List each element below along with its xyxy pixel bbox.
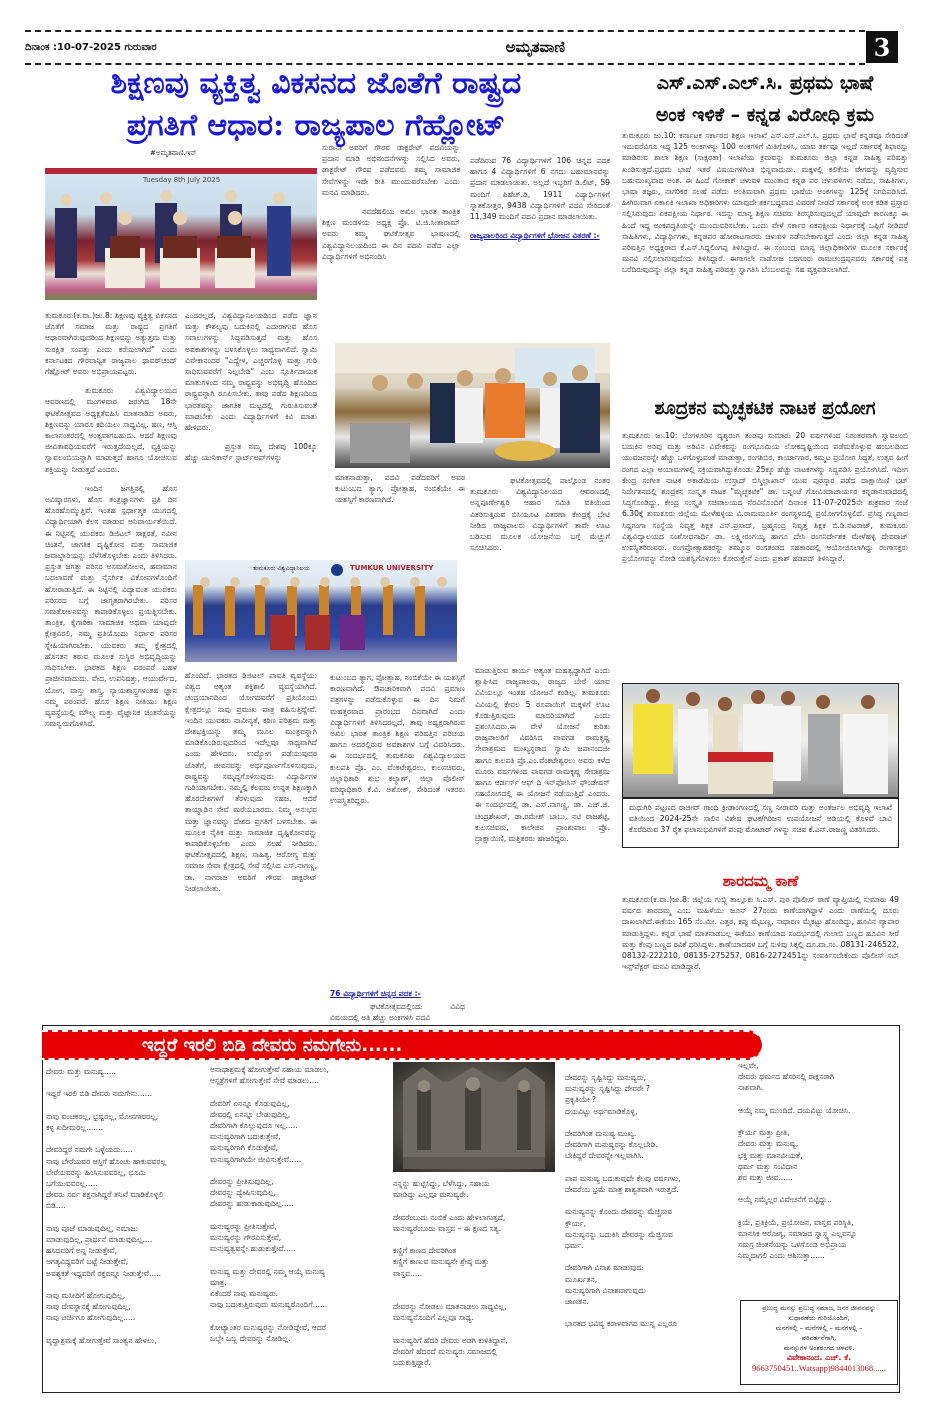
missing-body-text: ತುಮಕೂರು(ಕ.ವಾ.)ಜು.8: ಜಿಲ್ಲೆಯ ಗುಬ್ಬಿ ತಾಲ್ಲೂಕು ಸಿ.ಎಸ್. ಪುರ ಪೊಲೀಸ್ ಠಾಣೆ ವ್ಯಾಪ್ತಿಯಲ್ಲಿ ಸುಮಾರು 49 ವರ್ಷದ ಶಾರದಮ್ಮ ಎಂಬ ಮಹಿಳೆಯು ಜೂನ್ 27ರಂದು ಕಾಣೆಯಾಗಿದ್ದಾಳೆ ಎಂದು ಠಾಣೆಯಲ್ಲಿ ದೂರು ದಾಖಲಾಗಿದೆ.ಈಕೆಯು 165 ಸೆಂ.ಮೀ. ಎತ್ತರ, ಕಪ್ಪು ಮೈಬಣ್ಣ, ಸಾಧಾರಣ ಮೈಕಟ್ಟು ಹೊಂದಿದ್ದು, ಹೂವಿನ ವ್ಯಾಪಾರ ಮಾಡುತ್ತಿದ್ದಳು. ಕನ್ನಡ ಭಾಷೆ ಮಾತನಾಡಬಲ್ಲ ಈಕೆಯು ಕಾಣೆಯಾದ ಸಂದರ್ಭದಲ್ಲಿ ಗುಲಾಬಿ ಬಣ್ಣದ ಹೂವಿನ ಸೀರೆ ಮತ್ತು ಕೆಂಪು ಬಣ್ಣದ ರವಿಕೆ ಧರಿಸಿದ್ದಳು. ಕಾಣೆಯಾದವಳ ಬಗ್ಗೆ ಸುಳಿವು ಸಿಕ್ಕಲ್ಲಿ ದೂ.ವಾ.ಸಂ. 08131-246522, 08132-222210, 08135-275257, 0816-2272451ನ್ನು ಸಂಪರ್ಕಿಸಬೇಕೆಂದು ಪೊಲೀಸ್ ಸಬ್ ಇನ್ಸ್‌ಪೆಕ್ಟರ್ ಮನವಿ ಮಾಡಿದ್ದಾರೆ. [622,895,899,972]
lead-headline-line1: ಶಿಕ್ಷಣವು ವ್ಯಕ್ತಿತ್ವ ವಿಕಸನದ ಜೊತೆಗೆ ರಾಷ್ಟ್ರದ [110,66,522,101]
lead-col1-p2: ತುಮಕೂರು ವಿಶ್ವವಿದ್ಯಾಲಯದ ಆವರಣದಲ್ಲಿ ಮಂಗಳವಾರ ಜರುಗಿದ 18ನೇ ಘಟಿಕೋತ್ಸವದ ಅಧ್ಯಕ್ಷತೆವಹಿಸಿ ಮಾತನಾಡಿದ ಅವರು, ಶಿಕ್ಷಣವನ್ನು ಯಾರೂ ಕದಿಯಲು ಸಾಧ್ಯವಿಲ್ಲ. ಹಣ, ಆಸ್ತಿ ಕಾಲಾನಂತರದಲ್ಲಿ ಅಂತ್ಯವಾಗಬಹುದು. ಆದರೆ ಶಿಕ್ಷಣವು ಜೀವಿತಾವಧಿಯವರೆಗೆ ಇರುತ್ತದೆಯಲ್ಲದೆ, ವ್ಯಕ್ತಿಯನ್ನು ಸ್ವಾವಲಂಬಿಯನ್ನಾಗಿ ಮಾಡುತ್ತದೆ ಹಾಗೂ ಯೋಚಿಸುವ ಶಕ್ತಿಯನ್ನು ನೀಡುತ್ತದೆ ಎಂದರು. [45,386,177,474]
poem-column-3: ನನ್ನನ್ನು ಹುಟ್ಟಿಸಿದ್ದು, ಬೆಳೆಸಿದ್ದು, ಸಹಾಯ ಮಾಡಿದ್ದು ಎಲ್ಲವೂ ಮನುಷ್ಯರೇ. ದೇವರೆಂಬುದು ನಂಬಿಕೆ ಎಂದು ಹೇಳಲಾಗುತ್ತದೆ, ಮನುಷ್ಯರೆಂಬುದು ವಾಸ್ತವ – ಈ ಕ್ಷಣದ ಸತ್ಯ. ಕಣ್ಣಿಗೆ ಕಾಣದ ದೇವರಿಗಿಂತ ಕಣ್ಣಿಗೆ ಕಾಣುವ ಮನುಷ್ಯನೇ ಶ್ರೇಷ್ಠ ಮತ್ತು ವಾಸ್ತವ..... ದೇವರನ್ನು ನೋಡಲು ಮಾತನಾಡಲು ಸಾಧ್ಯವಿಲ್ಲ, ಮನುಷ್ಯನೊಂದಿಗೆ ಎಲ್ಲವೂ ಸಾಧ್ಯ. ಮನುಷ್ಯರಿಗೆ ಹೆದರಿ ದೇವರು ಅಡಗಿ ಕುಳಿತಿದ್ದಾನೆ, ದೇವರಿಗೆ ಹೆದರದೆ ಮನುಷ್ಯರು ಸಮಾಜದಲ್ಲಿ ಬದುಕುತ್ತಿದ್ದಾರೆ. [393,1179,508,1368]
poem-column-5: ಇಲ್ಲವೇ, ದೇವರು ಧರ್ಮದ ಹೆಸರಿನಲ್ಲಿ ರಾಕ್ಷಸರಾಗಿ ನಾಶವಾಗಿ. ಆಯ್ಕೆ ನಮ್ಮ ಮುಂದಿದೆ. ದಯವಿಟ್ಟು ಯೋಚಿಸಿ. ಕ್ರೌರ್ಯ ಮತ್ತು ಪ್ರೀತಿ, ದೇವರು ಮತ್ತು ಮನುಷ್ಯ, ಭಕ್ತಿ ಮತ್ತು ಮಾನವೀಯತೆ, ಧರ್ಮ ಮತ್ತು ಸಂವಿಧಾನ ಶವ ಮತ್ತು ಜೀವ...... ಆಯ್ಕೆ ನಮ್ಮೆಲ್ಲರ ವಿವೇಚನೆಗೆ ಬಿಟ್ಟಿದ್ದು.. ಕ್ರಿಯೆ, ಪ್ರತಿಕ್ರಿಯೆ, ಪ್ರಯೋಜನ, ವಾಸ್ತವ ಪರಿಸ್ಥಿತಿ, ಮಾನಸಿಕ ಆರೋಗ್ಯ, ಸಮಾಜದ ಸ್ವಾಸ್ಥ್ಯ ಎಲ್ಲವನ್ನೂ ಸಮಗ್ರ ಚಿಂತನೆಯನ್ನು ಒಳಗೊಂಡ ಅಭಿಪ್ರಾಯ ನಿಮ್ಮದಾಗಲಿ ಎಂದು ಆಶಿಸುತ್ತಾ...... [738,1061,857,1261]
sculpture-figures [393,1062,555,1172]
pump-photo-caption [622,798,899,848]
masthead-rule [25,63,865,65]
group-scene [185,560,457,662]
paper-name: ಅಮೃತವಾಣಿ [505,38,565,56]
university-name-english: TUMKUR UNIVERSITY [350,564,434,572]
lead-col1-p1: ತುಮಕೂರು(ಕ.ವಾ.)ಜು.8: ಶಿಕ್ಷಣವು ವ್ಯಕ್ತಿತ್ವ ವಿಕಸನದ ಜೊತೆಗೆ ಸಮಾಜ ಮತ್ತು ರಾಷ್ಟ್ರದ ಪ್ರಗತಿಗೆ ಆಧಾರವಾಗಿರುವುದರಿಂದ ಶಿಕ್ಷಣವನ್ನು ಅತ್ಯುತ್ತಮ ಮತ್ತು ಸುರಕ್ಷಿತ ಸಂಪತ್ತು ಎಂದು ಕರೆಯಲಾಗಿದೆ" ಎಂದು ಕರ್ನಾಟಕದ ಗೌರವಾನ್ವಿತ ರಾಜ್ಯಪಾಲ ಥಾವರ್‌ಚಂದ್ ಗೆಹ್ಲೋಟ್ ಅವರು ಅಭಿಪ್ರಾಯಪಟ್ಟರು. [45,311,177,377]
lead-column-3d [330,988,465,1024]
gold-medal-subhead: 76 ವಿದ್ಯಾರ್ಥಿಗಳಿಗೆ ಚಿನ್ನದ ಪದಕ :- [330,989,421,998]
lead-col3-p3: ಮಾತನಾಡುತ್ತಾ, ಪದವಿ ಪಡೆದವರಿಗೆ ಅವರ ಕುಟುಂಬದ ತ್ಯಾಗ, ಪ್ರೋತ್ಸಾಹ, ನಂಬಿಕೆಯೇ ಈ ಯಶಸ್ಸಿಗೆ ಕಾರಣವಾಗಿದೆ. [335,473,465,505]
meal-distribution-photo [335,343,610,468]
convocation-scene [45,168,317,300]
pump-distribution-photo [622,683,899,798]
lead-column-4c [475,665,610,1025]
lead-column-3b [335,472,465,552]
lead-col4-p3: ಮಾಡುತ್ತಿರುವ ಕಾರ್ಯ ಅತ್ಯಂತ ಮಹತ್ವದ್ದಾಗಿದೆ ಎಂದು ಶ್ಲಾಘಿಸಿದ ರಾಜ್ಯಪಾಲರು, ರಾಜ್ಯದ ಬೇರೆ ಯಾವ ವಿವಿಯಲ್ಲೂ ಇಂತಹ ಯೋಜನೆ ಕಂಡಿಲ್ಲ. ತುಮಕೂರು ವಿವಿಯಲ್ಲಿ ಕೇವಲ 5 ರೂಪಾಯಿಗೆ ಮಕ್ಕಳಿಗೆ ಊಟ ಕೊಡುತ್ತಿರುವುದು ಮಾದರಿಯಾಗಿದೆ ಎಂದು ಪ್ರಶಂಸಿಸಿದರು.ಈ ವೇಳೆ ಯೋಜನೆ ಕುರಿತು ರಾಜ್ಯಪಾಲರಿಗೆ ವಿವರಿಸಿದ ಪಾವಗಡ ರಾಮಕೃಷ್ಣ ಸೇವಾಶ್ರಮದ ಮುಖ್ಯಸ್ಥರಾದ ಸ್ವಾಮಿ ಜಪಾನಂದಜೀ ಹಾಗೂ ಕುಲಪತಿ ಪ್ರೊ.ಎಂ.ವೆಂಕಟೇಶ್ವರಲು ಅವರು ಕಳೆದ ಮೂರು ವರ್ಷಗಳಿಂದ ಪಾವಗಡ ರಾಮಕೃಷ್ಣ ಸೇವಾಶ್ರಮ ಹಾಗೂ ಆರ್ಡರ್ಸ್ ಆಫ್ ದಿ ಇನ್‌ಫೋಸಿಸ್ ಫೌಂಡೇಷನ್ ಸಹಯೋಗದಲ್ಲಿ ಈ ಯೋಜನೆ ನಡೆಯುತ್ತಿದೆ ಎಂದರು. ಈ ಸಂದರ್ಭದಲ್ಲಿ ಡಾ. ಎಸ್.ನಾಗಣ್ಣ, ಡಾ. ಎಚ್.ಜಿ. ಚಂದ್ರಶೇಖರ್, ಡಾ.ರಮೇಶ್ ಬಾಬು, ನಟಿ ರಾಜಶೆಟ್ಟಿ, ಕುಲಸಚಿವರು, ಕಾಲೇಜಿನ ಪ್ರಾಂಶುಪಾಲ ಪ್ರೊ. ದ್ರಾಕ್ಷಾಯಿಣಿ, ಮತ್ತಿತರರು ಹಾಜರಿದ್ದರು. [475,666,610,844]
university-name-kannada: ತುಮಕೂರು ವಿಶ್ವವಿದ್ಯಾನಿಲಯ [253,565,310,572]
tumkur-university-group-photo [185,560,457,662]
lead-col3-p2: ನವದೆಹಲಿಯ ಅಖಿಲ ಭಾರತ ತಾಂತ್ರಿಕ ಶಿಕ್ಷಣ ಮಂಡಳಿಯ ಅಧ್ಯಕ್ಷ ಪ್ರೊ. ಟಿ.ಜಿ.ಸೀತಾರಾಮ್ ಅವರು ತಮ್ಮ ಘಟಿಕೋತ್ಸವ ಭಾಷಣದಲ್ಲಿ ವಿಶ್ವವಿದ್ಯಾನಿಲಯದಿಂದ ಈ ದಿನ ಪದವಿ ಪಡೆದ ಎಲ್ಲಾ ವಿದ್ಯಾರ್ಥಿಗಳಿಗೆ ಅಭಿನಂದಿಸಿ [322,207,460,261]
lead-col4-p2: ಘಟಿಕೋತ್ಸವದಲ್ಲಿ ಪಾಲ್ಗೊಂಡ ನಂತರ ತುಮಕೂರು ವಿಶ್ವವಿದ್ಯಾನಿಲಯದ ಆವರಣದಲ್ಲಿ ಅನ್ನಪೂರ್ಣೇಶ್ವರಿ ಆಹಾರ ಸಮಿತಿ ವತಿಯಿಂದ ವಿತರಿಸುತ್ತಿರುವ ಬಿಸಿಯೂಟ ವಿತರಣಾ ಕೇಂದ್ರಕ್ಕೆ ಭೇಟಿ ನೀಡಿದ ರಾಜ್ಯಪಾಲರು ವಿದ್ಯಾರ್ಥಿಗಳಿಗೆ ತಾವೇ ಊಟ ಬಡಿಸುವ ಮೂಲಕ ಯೋಜನೆಯ ಬಗ್ಗೆ ಮೆಚ್ಚುಗೆ ಸೂಚಿಸಿದರು. [470,476,610,553]
convocation-photo [45,168,317,300]
drama-body-text: ತುಮಕೂರು ಜು.10: ಬೆಂಗಳೂರಿನ ದೃಶ್ಯರಂಗ ತಂಡವು ಸುಮಾರು 20 ವರ್ಷಗಳಿಂದ ನಿರಂತರವಾಗಿ ಸ್ವಾವಲಂಬಿ ಬದುಕಿನ ಅರಿವು ಮತ್ತು ಅರಿವಿನ ವಿವೇಕವನ್ನು ರಂಗಭೂಮಿಯ ಲೋಕದೃಷ್ಟಿಯಿಂದ ಪಡೆಮಕೊಳ್ಳುವ ಹಂಬಲದಿಂದ ಯುವಜನರನ್ನೇ ಹೆಚ್ಚು ಒಳಗೊಳ್ಳುವಂತೆ ಮಾಡುತ್ತಾ, ರಂಗಶಿಬಿರ, ಕಾರ್ಯಾಗಾರ, ಕಮ್ಮಟ ಪ್ರಯೋಗ ಸಿದ್ಧತೆ, ಉತ್ಸವ ಹೀಗೆ ರಂಗದ ಎಲ್ಲಾ ಆಯಾಮಗಳಲ್ಲಿ ಸಕ್ರಿಯವಾಗಿದ್ದುಕೊಂಡು 25ಕ್ಕೂ ಹೆಚ್ಚು ನಾಟಕಗಳನ್ನು ಸಿದ್ಧಪಡಿಸಿ ಪ್ರಯೋಗಿಸಿದೆ. ಇದೀಗ ಕೇಂದ್ರ ಸಂಗೀತ ನಾಟಕ ಅಕಾಡೆಮಿಯ ಉಸ್ತಾದ್ ಬಿಸ್ಮಿಲ್ಲಾಖಾನ್ ಯುವ ಪುರಸ್ಕಾರ ಪಡೆದ ದಾಕ್ಷಾಯಿಣಿ ಭಟ್ ನಿರ್ದೇಶನದಲ್ಲಿ ಶೂದ್ರಕನ ಸಂಸ್ಕೃತ ನಾಟಕ "ಮೃಚ್ಛಕಟಿಕ" ಡಾ. ಬನ್ನಂಜೆ ಗೋವಿಂದಾಚಾರ್ಯರ ಕನ್ನಡಾನುವಾದದಲ್ಲಿ ಸಿದ್ಧಗೊಂಡಿದ್ದು, ಕೇಂದ್ರ ಸಂಸ್ಕೃತಿ ಸಚಿವಾಲಯದ ನೆರವಿನೊಂದಿಗೆ ದಿನಾಂಕ 11-07-2025ನೇ ಶುಕ್ರವಾರ ಸಂಜೆ 6.30ಕ್ಕೆ ತುಮಕೂರು ಜಿಲ್ಲೆಯ ಮೇಳೆಹಳ್ಳಿಯ ವಿ.ರಾಮಮೂರ್ತಿ ರಂಗಸ್ಥಳದಲ್ಲಿ ಪ್ರಯೋಗಗೊಳ್ಳಲಿದೆ. ಪ್ರಸಿದ್ಧ ಗಣ್ಯರಾದ ಸಿದ್ದಗಂಗಾ ಸಂಸ್ಥೆಯ ನಿವೃತ್ತ ಶಿಕ್ಷಕ ಎಸ್.ಪ್ರಸಾದ್, ಬ್ರಹ್ಮಸಂದ್ರ ನಿವೃತ್ತ ಶಿಕ್ಷಕ ಬಿ.ಡಿ.ನಟರಾಜ್, ತುಮಕೂರು ವಿಶ್ವವಿದ್ಯಾಲಯದ ಸಂಶೋಧನಾರ್ಥಿ ಡಾ. ಲಕ್ಷ್ಮೀರಂಗಯ್ಯ ಹಾಗೂ ದೇಸಿ ರಂಗನಿರ್ದೇಶಕ ಮೇಳೆಹಳ್ಳಿ ದೇವರಾಜ್ ಉಪಸ್ಥಿತರಿರುವರು. ರಂಗಪ್ರೋತ್ಸಾಹಕರನ್ನು ತಮ್ಮೂರ ರಂಗತಂಡದ ಸಹಕಾರದಲ್ಲಿ ಆಯೋಜಿಸಲಾಗಿದ್ದು ರಂಗಾಸಕ್ತರು ಪ್ರಯೋಗವನ್ನು ನೋಡಿ ಯಶಸ್ವಿಗೊಳಿಸಲು ಕೋರುತ್ತೇನೆ ಎಂದು ಪ್ರಕಾಶ್ ಹಡಪದ್ ತಿಳಿಸಿದ್ದಾರೆ. [622,431,908,564]
sig-line-3: ಮನಗಳಲ್ಲಿ – ಮನೆಗಳಲ್ಲಿ – ಮನಗಳಲ್ಲಿ – [775,1324,863,1332]
lead-column-4b [470,475,610,660]
lead-col1-p3: ಇಂದಿನ ಜಗತ್ತಿನಲ್ಲಿ ಹೊಸ ಅವಿಷ್ಕಾರಗಳು, ಹೊಸ ತಂತ್ರಜ್ಞಾನಗಳು ಪ್ರತಿ ದಿನ ಹೊರಹೊಮ್ಮುತ್ತಿವೆ. ಇಂತಹ ಸ್ಪರ್ಧಾತ್ಮಕ ಯುಗದಲ್ಲಿ ವಿದ್ಯಾರ್ಥಿಯಾಗಿ ಕೆಲಸ ಮಾಡುವ ಅನಿವಾರ್ಯತೆಯಿದೆ. ಈ ನಿಟ್ಟಿನಲ್ಲಿ ಯುವಕರು ಡಿಜಿಟಲ್ ಸಾಕ್ಷರತೆ, ನವೀನ ಚಿಂತನೆ, ಜಾಗತಿಕ ದೃಷ್ಟಿಕೋನ ಮತ್ತು ಸಾಮಾಜಿಕ ಜವಾಬ್ದಾರಿಯನ್ನು ಬೆಳೆಸಿಕೊಳ್ಳಬೇಕು ಎಂದು ತಿಳಿಸಿದರು. ಪ್ರಸ್ತುತ ಜಗತ್ತು ಪರಿಸರ ಅಸಮತೋಲನ, ಹವಾಮಾನ ಬದಲಾವಣೆ ಮತ್ತು ನೈಸರ್ಗಿಕ ವಿಕೋಪಗಳೊಂದಿಗೆ ಹೋರಾಡುತ್ತಿದೆ. ಈ ನಿಟ್ಟಿನಲ್ಲಿ ವಿದ್ಯಾವಂತ ಯುವಕರು ಪರಿಸರದ ಬಗ್ಗೆ ಜಾಗೃತರಾಗಿರಬೇಕು. ಪರಿಸರ ಸಮತೋಲನವನ್ನು ಕಾಪಾಡಿಕೊಳ್ಳಲು ಪ್ರಯತ್ನಿಸಬೇಕು. ತಾಂತ್ರಿಕ, ಕೈಗಾರಿಕಾ ಸಾಮಾಜಿಕ ಅಥವಾ ಯಾವುದೇ ಕ್ಷೇತ್ರವಿರಲಿ, ನಮ್ಮ ಪ್ರತಿಯೊಂದು ನಿರ್ಧಾರ ಪರಿಸರ ಸ್ನೇಹಿಯಾಗಿರಬೇಕು. ಯುವಕರು ತಮ್ಮ ಕ್ಷೇತ್ರದಲ್ಲಿ ಹೊಸತನ ತರುವ ಮೂಲಕ ಸುಸ್ಥಿರ ಅಭಿವೃದ್ಧಿಯನ್ನು ಸಾಧಿಸಬೇಕು. ಭಾರತದ ಶಿಕ್ಷಣ ಪರಂಪರೆ ಬಹಳ ಪ್ರಾಚೀನವಾದುದು. ವೇದ, ಉಪನಿಷತ್ತು, ಆಯುರ್ವೇದ, ಯೋಗ, ವಾಸ್ತು ಶಾಸ್ತ್ರ, ನ್ಯಾಯಶಾಸ್ತ್ರಗಳಂತಹ ಜ್ಞಾನ ನಮ್ಮ ಪರಂಪರೆ. ಹೊಸ ಶಿಕ್ಷಣ ನೀತಿಯು ಶಿಕ್ಷಣ ವ್ಯವಸ್ಥೆಯಲ್ಲಿ ಮೌಲ್ಯ ಮತ್ತು ವೈಜ್ಞಾನಿಕ ಚಿಂತನೆಯನ್ನು ಸಮನ್ವಯಗೊಳಿಸಿದೆ. [45,483,177,729]
author-phone: 9663750451..Watsapp)9844013068...... [752,1363,886,1373]
photo-date-banner: Tuesday 8th July 2025 [143,176,221,184]
poem-column-4: ದೇವರನ್ನು ಸೃಷ್ಟಿಸಿದ್ದು ಮನುಷ್ಯರು, ಮನುಷ್ಯರನ್ನು ಸೃಷ್ಟಿಸಿದ್ದು ದೇವರೇ ? ಪ್ರಕೃತಿಯೇ ? ದಯವಿಟ್ಟು ಅರ್ಥಮಾಡಿಕೊಳ್ಳಿ, ದೇವರಿಗಿಂತ ಮನುಷ್ಯ ಮುಖ್ಯ. ದೇವರಿಗಾಗಿ ಮನುಷ್ಯರನ್ನು ಕೊಲ್ಲಬೇಡಿ. ಬೇಕಿದ್ದರೆ ದೇವರನ್ನೇ ಇಲ್ಲವಾಗಿಸಿ. ಪಾಪ ಮನುಷ್ಯ ಬದುಕುವುದೇ ಕೆಲವು ವರ್ಷಗಳು, ದೇವರೆಂಬ ಭ್ರಮೆ ಮಾತ್ರ ಶಾಶ್ವತವಾಗಿ ಇರುತ್ತದೆ. ಮನುಷ್ಯನನ್ನು ಕೊಂದು ದೇವರನ್ನು ಮೆಚ್ಚಿಸುವ ಕ್ರೌರ್ಯ, ಮನುಷ್ಯನನ್ನು ಬದುಕಿಸಿ ದೇವರನ್ನು ಮೆಚ್ಚಿಸುವ ಧರ್ಮ. ದೇವರಿಗಾಗಿ ವಿನಾಶ ಮಾಡುವುದು ಮೂರ್ಖತನ, ಮನುಷ್ಯರಿಗಾಗಿ ವಿನಾಶವಾಗುವುದು ಜಾಣತನ. ಭಾರತದ ಭವಿಷ್ಯ ಕರಾಳವಾಗದ ಮುನ್ನ ಎಲ್ಲರೂ [565,1073,681,1329]
lead-column-2 [185,310,317,555]
lead-col2-p1: ಎಂದರಲ್ಲದೆ, ವಿಶ್ವವಿದ್ಯಾನಿಲಯದಿಂದ ಪಡೆದ ಜ್ಞಾನ ಮತ್ತು ಕೌಶಲ್ಯವು ಬದುಕಿನಲ್ಲಿ ಎದುರಾಗುವ ಹೊಸ ಸವಾಲುಗಳನ್ನು ಸಿದ್ಧಪಡಿಸುತ್ತದೆ ಮತ್ತು ಹೊಸ ಅವಕಾಶಗಳನ್ನು ಬಳಸಿಕೊಳ್ಳಲು ಸಾಧ್ಯವಾಗಲಿದೆ. ಸ್ವಾಮಿ ವಿವೇಕಾನಂದರ "ಎದ್ದೇಳಿ, ಎಚ್ಚರಗೊಳ್ಳಿ ಮತ್ತು ಗುರಿ ಸಾಧಿಸುವವರೆಗೆ ನಿಲ್ಲಬೇಡಿ" ಎಂಬ ಸ್ಪೂರ್ತಿದಾಯಕ ಮಾತುಗಳಿಂದ ನಮ್ಮ ರಾಷ್ಟ್ರವನ್ನು ಅಭಿವೃದ್ಧಿ ಹೊಂದಿದ ರಾಷ್ಟ್ರವನ್ನಾಗಿ ರೂಪಿಸಬೇಕು. ತಾವು ಪಡೆದ ಶಿಕ್ಷಣದಿಂದ ಭಾರತವನ್ನು ಜಾಗತಿಕ ಮಟ್ಟದಲ್ಲಿ ಗುರುತಿಸುವಂತೆ ಮಾಡಬೇಕು ಎಂದು ವಿದ್ಯಾರ್ಥಿಗಳಿಗೆ ಕಿವಿ ಮಾತು ಹೇಳಿದರು. [185,311,317,433]
lead-column-3c [330,672,465,972]
lead-column-2b [185,670,317,1025]
drama-headline: ಶೂದ್ರಕನ ಮೃಚ್ಛಕಟಿಕ ನಾಟಕ ಪ್ರಯೋಗ [654,398,876,419]
sig-line-1: ಪ್ರಬುದ್ಧ ಮನಸ್ಸು ಪ್ರಬುದ್ಧ ಸಮಾಜ, ಜನರ ಜೀವನವನ್ನು [762,1304,876,1312]
lead-col3-p5: ಘಟಿಕೋತ್ಸವದಲ್ಲಿಂದು ವಿವಿಧ ವಿಷಯದಲ್ಲಿ ಅತಿ ಹೆಚ್ಚು ಅಂಕಗಳಿಸಿ ಪದವಿ [330,1002,465,1023]
hashtag: #ಅಮೃತವಾಣಿ.ಇನ್ [150,149,197,157]
university-logo-icon [331,564,343,576]
sig-line-4: ಪರಿವರ್ತನೆಗಾಗಿ, [801,1334,837,1342]
lead-col2-p3: ಹೊಂದಿದೆ. ಭಾರತದ ಡಿಜಿಟಲ್ ಪಾವತಿ ವ್ಯವಸ್ಥೆಯು ವಿಶ್ವದ ಅತ್ಯಂತ ಶಕ್ತಿಶಾಲಿ ವ್ಯವಸ್ಥೆಯಾಗಿದೆ. ಚಂದ್ರಯಾನದಿಂದ ಯೋಗದವರೆಗೆ ಪ್ರತಿಯೊಂದು ಕ್ಷೇತ್ರದಲ್ಲೂ ನಾವು ಪ್ರಮುಖ ಪಾತ್ರ ವಹಿಸುತ್ತಿದ್ದೇವೆ. ಇಂದಿನ ಯುವಕರು ನಾವೀನ್ಯತೆ, ಕಠಿಣ ಪರಿಶ್ರಮ ಮತ್ತು ದೇಶಭಕ್ತಿಯನ್ನು ತಮ್ಮ ಮೂಲ ಮಂತ್ರವನ್ನಾಗಿ ಮಾಡಿಕೊಂಡಿರುವುದರಿಂದ ಇದೆಲ್ಲವೂ ಸಾಧ್ಯವಾಗಿದೆ ಎಂದು ಹೇಳಿದರು. ಉದ್ಯೋಗ ಪಡೆಯುವುದರ ಜೊತೆಗೆ, ಜೀವನವನ್ನು ಅರ್ಥಪೂರ್ಣಗೊಳಿಸುವುದು, ರಾಷ್ಟ್ರವನ್ನು ಸಮೃದ್ಧಗೊಳಿಸುವುದು ವಿದ್ಯಾರ್ಥಿಗಳ ಗುರಿಯಾಗಬೇಕು. ನಮ್ಮಲ್ಲಿ ಕೆಲವರು ಉನ್ನತ ಶಿಕ್ಷಣಕ್ಕಾಗಿ ಹೊರದೇಶಗಳಿಗೆ ತೆರಳುವುದು ಸಹಜ. ಆದರೆ ತಾಯ್ನಾಡಿನ ಸೇವೆ ಮರೆಯಬಾರದು. ನಿಮ್ಮ ಅನುಭವ ಮತ್ತು ಜ್ಞಾನವನ್ನು ದೇಶದ ಪ್ರಗತಿಗೆ ಬಳಸಬೇಕು. ಈ ಮೂಲಕ ನೈತಿಕ ಮತ್ತು ಸಾಮಾಜಿಕ ದೃಷ್ಟಿಕೋನವನ್ನು ಕಾಪಾಡಿಕೊಳ್ಳಬೇಕು ಎಂದು ಸಲಹೆ ನೀಡಿದರು. ಘಟಿಕೋತ್ಸವದಲ್ಲಿ ಶಿಕ್ಷಣ, ಸಾಹಿತ್ಯ, ಆರೋಗ್ಯ ಮತ್ತು ಸಮಾಜ ಸೇವಾ ಕ್ಷೇತ್ರದಲ್ಲಿ ಸೇವೆ ಸಲ್ಲಿಸಿದ ಎಸ್.ನಾಗಣ್ಣ, ಡಾ. ನಾಗರಾಜ ಅವರಿಗೆ ಗೌರವ ಡಾಕ್ಟರೇಟ್ ನೀಡಲಾಯಿತು. [185,671,317,893]
meal-subhead: ರಾಜ್ಯಪಾಲರಿಂದ ವಿದ್ಯಾರ್ಥಿಗಳಿಗೆ ಭೋಜನ ವಿತರಣೆ :- [470,231,600,241]
deity-sculpture-photo [393,1062,555,1172]
pump-scene [623,684,899,798]
lead-col2-p2: ಪ್ರಸ್ತುತ ನಮ್ಮ ದೇಶವು 100ಕ್ಕೂ ಹೆಚ್ಚು ಯುನಿಕಾರ್ನ್ ಸ್ಟಾರ್ಟ್‌ಅಪ್‌ಗಳನ್ನು [185,442,317,463]
page-number: 3 [866,31,898,63]
poem-column-2: ಅನಾಥಾಶ್ರಮಕ್ಕೆ ಹೋಗುತ್ತೇವೆ ಸಹಾಯ ಮಾಡಲು, ಆಸ್ಪತ್ರೆಗಳಿಗೆ ಹೋಗುತ್ತೇವೆ ಸೇವೆ ಮಾಡಲು.... ದೇವರಿಗೆ ಏನನ್ನೂ ಕೊಡುವುದಿಲ್ಲ, ದೇವರಲ್ಲಿ ಏನನ್ನೂ ಬೇಡುವುದಿಲ್ಲ, ದೇವರಿಗಾಗಿ ಕೊಲ್ಲುವುದೂ ಇಲ್ಲ..... ಮನುಷ್ಯರಿಗಾಗಿ ಬದುಕುತ್ತೇವೆ, ಮನುಷ್ಯರಿಗಾಗಿ ಕೊಡುತ್ತೇವೆ, ಮನುಷ್ಯರಿಗಾಗಿಯೇ ಜೀವಿಸುತ್ತೇವೆ..... ದೇವರನ್ನು ಪ್ರೀತಿಸುವುದಿಲ್ಲ, ದೇವರನ್ನು ದ್ವೇಷಿಸುವುದಿಲ್ಲ, ದೇವರನ್ನು ಹುಡುಕಾಡುವುದಿಲ್ಲ..... ಮನುಷ್ಯರನ್ನು ಪ್ರೀತಿಸುತ್ತೇವೆ, ಮನುಷ್ಯರನ್ನು ಗೌರವಿಸುತ್ತೇವೆ, ಮನುಷ್ಯತ್ವವನ್ನೇ ಹುಡುಕುತ್ತೇವೆ..... ಮನುಷ್ಯ ಮತ್ತು ದೇವರಲ್ಲಿ ನಮ್ಮ ಆಯ್ಕೆ ಮನುಷ್ಯ ಮಾತ್ರ. ಏಕೆಂದರೆ ನಾವು ಮನುಷ್ಯರು. ನಾವು ಬದುಕುತ್ತಿರುವುದು ಮನುಷ್ಯರೊಂದಿಗೆ...... ಕೋಟ್ಯಾಂತರ ಮನುಷ್ಯರನ್ನು ನೋಡಿದ್ದೇವೆ, ಆದರೆ ಒಬ್ಬೇ ಒಬ್ಬ ದೇವರನ್ನು ನೋಡಿಲ್ಲ. [210,1065,329,1343]
missing-headline: ಶಾರದಮ್ಮ ಕಾಣೆ [722,872,799,890]
lead-col3-p1: ಸುರಾನಾ ಅವರಿಗೆ ಗೌರವ ಡಾಕ್ಟರೇಟ್ ಪದವಿಯನ್ನು ಪ್ರದಾನ ಮಾಡಿ ಅಭಿನಂದನೆಗಳನ್ನು ಸಲ್ಲಿಸಿದ ಅವರು, ಡಾಕ್ಟರೇಟ್ ಗೌರವ ಪಡೆದವರು ತಮ್ಮ ಸಾಮಾಜಿಕ ಸೇವೆಗಳನ್ನು ಇದೇ ರೀತಿ ಮುಂದುವರೆಸಬೇಕು ಎಂದು ಮನವಿ ಮಾಡಿದರು. [322,143,460,197]
poem-column-1: ದೇವರು ಮತ್ತು ಮನುಷ್ಯ..... ಇದ್ದರೆ ಇರಲಿ ಬಿಡಿ ದೇವರು ನಮಗೇನು...... ನಾವು ವಂಚಕರಲ್ಲ, ಭ್ರಷ್ಟರಲ್ಲ, ಮೋಸಗಾರರಲ್ಲ, ಕಳ್ಳ ಖದೀಮರಲ್ಲ....... ದೇವರಿದ್ದರೆ ನಮಗೇ ಒಳ್ಳೆಯದು..... ನಾವು ಬೇರೆಯವರ ಆಸ್ತಿಗೆ ಹೊಂಚು ಹಾಕುವವರಲ್ಲ ಬೇರೆಯವರನ್ನು ಹಿಂಸಿಸುವವರಲ್ಲ, ಭೂಮಿ ಬಗೆಯುವವರಲ್ಲ..... ದೇವರು ಸರ್ವ ಶಕ್ತನಾಗಿದ್ದರೆ ತನಿಖೆ ಮಾಡಿಕೊಳ್ಳಲಿ ಬಿಡಿ.... ನಾವು ಪೂಜೆ ಮಾಡುವುದಿಲ್ಲ, ನಮಾಜು ಮಾಡುವುದಿಲ್ಲ, ಪ್ರಾರ್ಥನೆ ಮಾಡುವುದಿಲ್ಲ.... ಹಸಿದವರಿಗೆ ಅನ್ನ ನೀಡುತ್ತೇವೆ, ಅಗತ್ಯವಿದ್ದವರಿಗೆ ಬಟ್ಟೆ ನೀಡುತ್ತೇವೆ, ಅವಶ್ಯಕತೆ ಇದ್ದವರಿಗೆ ರಕ್ತವನ್ನೂ ನೀಡುತ್ತೇವೆ..... ನಾವು ಮಸೀದಿಗೆ ಹೋಗುವುದಿಲ್ಲ, ನಾವು ದೇವಸ್ಥಾನಕ್ಕೆ ಹೋಗುವುದಿಲ್ಲ, ನಾವು ಚರ್ಚಿಗೂ ಹೋಗುವುದಿಲ್ಲ..... ವೃದ್ಧಾಶ್ರಮಕ್ಕೆ ಹೋಗುತ್ತೇವೆ ಸಾಂತ್ವನ ಹೇಳಲು, [46,1067,167,1345]
lead-col4-p1: ಪಡೆದಿರುವ 76 ವಿದ್ಯಾರ್ಥಿಗಳಿಗೆ 106 ಚಿನ್ನದ ಪದಕ ಹಾಗೂ 4 ವಿದ್ಯಾರ್ಥಿಗಳಿಗೆ 6 ನಗದು ಬಹುಮಾನವನ್ನು ಪ್ರದಾನ ಮಾಡಲಾಯಿತು. ಅಲ್ಲದೆ ಇಬ್ಬರಿಗೆ ಡಿ.ಲಿಟ್, 59 ಮಂದಿಗೆ ಪಿಹೆಚ್.ಡಿ, 1911 ವಿದ್ಯಾರ್ಥಿಗಳಿಗೆ ಸ್ನಾತಕೋತ್ತರ, 9438 ವಿದ್ಯಾರ್ಥಿಗಳಿಗೆ ಪದವಿ ಸೇರಿದಂತೆ 11,349 ಮಂದಿಗೆ ಪದವಿ ಪ್ರದಾನ ಮಾಡಲಾಯಿತು. [470,156,610,222]
author-name: ವಿವೇಕಾನಂದ. ಎಚ್. ಕೆ. [786,1353,852,1362]
lead-column-1 [45,310,177,1025]
lead-column-4 [470,155,610,342]
sslc-headline-line1: ಎಸ್.ಎಸ್.ಎಲ್.ಸಿ. ಪ್ರಥಮ ಭಾಷೆ [656,72,874,94]
masthead [25,33,865,61]
issue-date: ದಿನಾಂಕ :10-07-2025 ಗುರುವಾರ [25,41,157,53]
lead-column-3 [322,142,460,342]
meal-scene [335,343,610,468]
lead-col3-p4: ಕುಟುಂಬದ ತ್ಯಾಗ, ಪ್ರೋತ್ಸಾಹ, ನಂಬಿಕೆಯೇ ಈ ಯಶಸ್ಸಿಗೆ ಕಾರಣವಾಗಿದೆ. ಔಪಚಾರಿಕವಾಗಿ ಪದವಿ ಪ್ರಮಾಣ ಪತ್ರಗಳನ್ನು ಪಡೆದುಕೊಳ್ಳುವ ಈ ದಿನ ನಿಮಗೆ ಮಹತ್ತರವಾದ ಪ್ರಾರಂಭದ ದಿನವಾಗಿದೆ ಎಂದು ವಿದ್ಯಾರ್ಥಿಗಳಿಗೆ ತಿಳಿಸಿದರಲ್ಲದೆ, ತಾವು ಅಧ್ಯಕ್ಷರಾಗಿರುವ ಅಖಿಲ ಭಾರತ ತಾಂತ್ರಿಕ ಶಿಕ್ಷಣ ಪರಿಷತ್ತಿನ ಪರಿಚಯ ಹಾಗೂ ಅದರಲ್ಲಿರುವ ಅವಕಾಶಗಳ ಬಗ್ಗೆ ವಿವರಿಸಿದರು. ಈ ಸಂದರ್ಭದಲ್ಲಿ ತುಮಕೂರು ವಿಶ್ವವಿದ್ಯಾಲಯದ ಕುಲಪತಿ ಪ್ರೊ. ಎಂ. ವೆಂಕಟೇಶ್ವರಲು, ಕುಲಸಚಿವರು, ಜಿಲ್ಲಾಧಿಕಾರಿ ಶುಭ ಕಲ್ಯಾಣ್, ಜಿಲ್ಲಾ ಪೊಲೀಸ್ ವರಿಷ್ಠಾಧಿಕಾರಿ ಕೆ.ವಿ. ಅಶೋಕ್, ಸೇರಿದಂತೆ ಇತರರು ಉಪಸ್ಥಿತರಿದ್ದರು. [330,673,465,806]
missing-body [622,894,899,1020]
sslc-body-text: ತುಮಕೂರು ಜು.10: ಕರ್ನಾಟಕ ಸರ್ಕಾರದ ಶಿಕ್ಷಣ ಇಲಾಖೆ ಎಸ್.ಎಸ್.ಎಲ್.ಸಿ. ಪ್ರಥಮ ಭಾಷೆ ಕನ್ನಡವೂ ಸೇರಿದಂತೆ ಇದುವರೆವಿಗೂ ಇದ್ದ 125 ಅಂಕಗಳನ್ನು 100 ಅಂಕಗಳಿಗೆ ಮಿತಿಗೊಳಿಸಿ, ಯಾವ ತರ್ಕವೂ ಇಲ್ಲದೆ ಸರ್ಕಾರಕ್ಕೆ ಶಿಫಾರಸ್ಸು ಮಾಡಿರುವ ಶಾಲಾ ಶಿಕ್ಷಣ (ಸಾಕ್ಷರತಾ) ಇಲಾಖೆಯ ಕ್ರಮವನ್ನು ತುಮಕೂರು ಜಿಲ್ಲಾ ಕನ್ನಡ ಸಾಹಿತ್ಯ ಪರಿಷತ್ತು ಖಂಡಿಸುತ್ತದೆ.ಪ್ರಥಮ ಭಾಷೆ ಇತರೆ ವಿಷಯಗಳಿಗಿಂತ ಭಿನ್ನವಾದುದು. ಮಕ್ಕಳಲ್ಲಿ ಕಲಿಕೆಯ ವೇಗವನ್ನು ವೃದ್ಧಿಸುವ ಬಹುಮುಖ್ಯವಾದ ಅಂಶ. ಈ ಹಿಂದೆ ಗೋಕಾಕ್ ಚಳುವಳಿ ಮುಂತಾದ ಕನ್ನಡ ಪರ ಚಳುವಳಿಗಳು ನಡೆದು, ಸಾಹಿತಿಗಳು, ಭಾಷಾ ತಜ್ಞರು, ನಾಗರಿಕರ ಸಲಹೆ ಪಡೆದು ಅಂತಿಮವಾಗಿ ಪ್ರಥಮ ಭಾಷೆಯ ಅಂಕಗಳನ್ನು 125ಕ್ಕೆ ನಿಗದಿಪಡಿಸಿದೆ. ಹೀಗಿರುವಾಗ ಏಕಾಏಕಿ ಇಲಾಖಾ ಅಧಿಕಾರಿಗಳು ಯಾವುದೇ ತರ್ಕಬದ್ಧವಾದ ವಿವರಣೆ ನೀಡದೆ ಸರ್ಕಾರಕ್ಕೆ ಅಂಕ ಕಡಿತ ಪ್ರಸ್ತಾವ ಸಲ್ಲಿಸಿರುವುದು ಏಕಪಕ್ಷೀಯ ನಿರ್ಧಾರ. ಇದನ್ನು ಮಾನ್ಯ ಶಿಕ್ಷಣ ಸಚಿವರು ತಿರಸ್ಕರಿಸುವುದಲ್ಲದೆ ಯಾವುದೇ ಕಾರಣಕ್ಕೂ ಈ ಹಿಂದೆ ಇದ್ದ ಅಂಕಪದ್ಧತಿಯನ್ನೇ ಮುಂದುವರಿಸಬೇಕು. ಒಂದು ವೇಳೆ ಸರ್ಕಾರ ಏಕಪಕ್ಷೀಯ ನಿರ್ಧಾರಕ್ಕೆ ಒಪ್ಪಿಗೆ ನೀಡಿದರೆ ಸಾಹಿತಿಗಳು, ವಿದ್ಯಾರ್ಥಿಗಳು, ಕನ್ನಡಪರ ಹೋರಾಟಗಾರರು ಚಳುವಳಿ ನಡೆಸಬೇಕಾಗುತ್ತದೆ ಎಂದು ಜಿಲ್ಲಾ ಕನ್ನಡ ಸಾಹಿತ್ಯ ಪರಿಷತ್ತಿನ ಅಧ್ಯಕ್ಷರಾದ ಕೆ.ಎಸ್.ಸಿದ್ದಲಿಂಗಪ್ಪ ತಿಳಿಸಿದ್ದಾರೆ. ಈ ಸಂಬಂಧ ಮಾನ್ಯ ಜಿಲ್ಲಾಧಿಕಾರಿಗಳ ಮೂಲಕ ಸರ್ಕಾರಕ್ಕೆ ಮನವಿ ಸಲ್ಲಿಸಲಾಗುವುದೆಂದು ತಿಳಿಸಿದ್ದಾರೆ. ಈಗಾಗಲೇ ನಾಡೋಜ ಬರಗೂರು ರಾಮಚಂದ್ರಪ್ಪನವರು ಸರ್ಕಾರಕ್ಕೆ ಪತ್ರ ಬರೆದಿರುವುದನ್ನು ಜಿಲ್ಲಾ ಕನ್ನಡ ಸಾಹಿತ್ಯ ಪರಿಷತ್ತು ಸ್ವಾಗತಿಸಿ ಬೆಂಬಲವನ್ನು ಸಹ ವ್ಯಕ್ತಪಡಿಸಲಾಗಿದೆ. [622,131,908,275]
drama-body [622,430,908,680]
sig-line-2: ಸುಧಾರಣೆಯ ಗುರಿಯೊಂದಿಗೆ, [788,1314,850,1322]
sslc-headline-line2: ಅಂಕ ಇಳಿಕೆ – ಕನ್ನಡ ವಿರೋಧಿ ಕ್ರಮ [655,104,875,126]
pump-caption-text: ಮಧುಗಿರಿ ಪಟ್ಟಣದ ರಾಜೀವ್ ಗಾಂಧಿ ಕ್ರೀಡಾಂಗಣದಲ್ಲಿ ಸಣ್ಣ ನೀರಾವರಿ ಮತ್ತು ಅಂತರ್ಜಲ ಅಭಿವೃದ್ಧಿ ಇಲಾಖೆ ವತಿಯಿಂದ 2024-25ನೇ ಸಾಲಿನ ವಿಶೇಷ ಘಟಕ/ಗಿರಿಜನ ಉಪಯೋಜನೆ ಅಡಿಯಲ್ಲಿ ಕೊಳವೆ ಬಾವಿ ಕೊರೆದಿರುವ 37 ರೈತ ಫಲಾನುಭವಿಗಳಿಗೆ ಪಂಪು ಮೋಟಾರ್ ಗಳನ್ನು ಸಚಿವ ಕೆ.ಎನ್.ರಾಜಣ್ಣ ವಿತರಿಸಿದರು. [629,803,892,834]
poem-banner-title: ಇದ್ದರೆ ಇರಲಿ ಬಿಡಿ ದೇವರು ನಮಗೇನು...... [142,1034,403,1056]
sig-line-5: ಮನಸ್ಸುಗಳ ಅಂತರಂಗದ ಚಳವಳಿ. [783,1344,855,1352]
author-signature-box [740,1300,898,1385]
sslc-body [622,130,908,390]
poem-banner [42,1030,762,1060]
top-rule [25,30,865,32]
lead-headline-line2: ಪ್ರಗತಿಗೆ ಆಧಾರ: ರಾಜ್ಯಪಾಲ ಗೆಹ್ಲೋಟ್ [126,108,506,143]
